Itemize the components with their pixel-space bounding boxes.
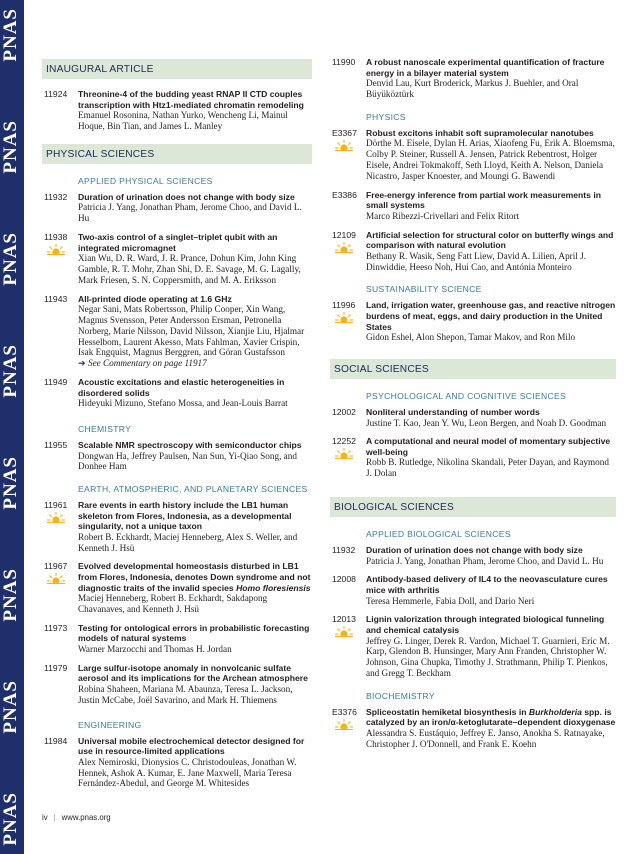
page-number: 11961 [44, 500, 68, 511]
article-authors: Warner Marzocchi and Thomas H. Jordan [78, 644, 232, 655]
section-biological-sciences: BIOLOGICAL SCIENCES [330, 497, 616, 517]
toc-entry[interactable] [330, 230, 616, 273]
article-authors: Marco Ribezzi-Crivellari and Felix Ritort [366, 210, 520, 221]
title-text: Spliceostatin hemiketal biosynthesis in [366, 706, 529, 717]
page-number: 12109 [332, 229, 356, 240]
significance-icon [335, 718, 353, 730]
toc-entry[interactable] [42, 377, 312, 409]
subsection-biochemistry: BIOCHEMISTRY [366, 690, 435, 701]
toc-entry[interactable] [42, 192, 312, 224]
article-authors: Hideyuki Mizuno, Stefano Mossa, and Jean-Louis Barrat [78, 398, 288, 409]
toc-entry[interactable] [330, 407, 616, 428]
article-title[interactable]: Testing for ontological errors in probabilistic forecasting models of natural systems [78, 622, 310, 644]
article-title[interactable]: Large sulfur-isotope anomaly in nonvolcanic sulfate aerosol and its implications for the Archean atmosphere [78, 662, 308, 684]
title-text: spp. is catalyzed by an iron/α-ketoglutarate–dependent dioxygenase [366, 706, 616, 728]
page-number: 12013 [332, 614, 356, 625]
page-number: E3376 [332, 706, 357, 717]
significance-icon [335, 625, 353, 637]
article-authors: Patricia J. Yang, Jonathan Pham, Jerome Choo, and David L. Hu [78, 202, 302, 224]
article-title[interactable]: Nonliteral understanding of number words [366, 406, 540, 417]
page-number: 12002 [332, 406, 356, 417]
article-title[interactable]: Threonine-4 of the budding yeast RNAP II CTD couples transcription with Htz1-mediated chromatin remodeling [78, 89, 304, 110]
toc-entry[interactable] [330, 545, 616, 566]
article-authors: Gidon Eshel, Alon Shepon, Tamar Makov, and Ron Milo [366, 332, 576, 343]
section-social-sciences: SOCIAL SCIENCES [330, 359, 616, 379]
page-number: 11990 [332, 57, 356, 67]
pnas-logo: PNAS [0, 232, 21, 286]
footer-separator: | [53, 813, 56, 822]
article-authors: Jeffrey G. Linger, Derek R. Vardon, Michael T. Guarnieri, Eric M. Karp, Glendon B. Hunsinger, Mary Ann Franden, Christopher W. Johnson, Gina Chupka, Timothy J. Strathmann, Philip T. Pienkos, and Gregg T. Beckham [366, 635, 610, 679]
toc-entry[interactable] [42, 232, 312, 286]
page-number: 12252 [332, 436, 356, 447]
pnas-logo: PNAS [0, 456, 21, 510]
toc-entry[interactable] [42, 294, 312, 369]
page-number: 11932 [44, 191, 68, 202]
subsection-applied-physical: APPLIED PHYSICAL SCIENCES [78, 175, 213, 186]
page-number: 11967 [44, 561, 68, 572]
article-authors: Robina Shaheen, Mariana M. Abaunza, Teresa L. Jackson, Justin McCabe, Joël Savarino, and Mark H. Thiemens [78, 684, 293, 705]
subsection-engineering: ENGINEERING [78, 719, 142, 730]
article-title[interactable]: A computational and neural model of momentary subjective well-being [366, 436, 611, 457]
article-authors: Patricia J. Yang, Jonathan Pham, Jerome Choo, and David L. Hu [366, 555, 604, 566]
toc-entry[interactable] [330, 57, 616, 100]
article-authors: Denvid Lau, Kurt Broderick, Markus J. Buehler, and Oral Büyüköztürk [366, 78, 579, 99]
article-authors: Alessandra S. Eustáquio, Jeffrey E. Janso, Anokha S. Ratnayake, Christopher J. O'Donnell, and Frank E. Koehn [366, 728, 605, 749]
page-number: 11979 [44, 662, 68, 673]
subsection-psychological-cognitive: PSYCHOLOGICAL AND COGNITIVE SCIENCES [366, 390, 567, 401]
page-number: 11973 [44, 622, 68, 633]
article-authors: Robert B. Eckhardt, Maciej Henneberg, Alex S. Weller, and Kenneth J. Hsü [78, 531, 298, 553]
subsection-chemistry: CHEMISTRY [78, 423, 132, 434]
species-name: Homo floresiensis [236, 582, 311, 593]
page-number: 11949 [44, 376, 68, 387]
page-number: 11996 [332, 300, 356, 311]
toc-entry[interactable] [330, 128, 616, 182]
article-title[interactable]: All-printed diode operating at 1.6 GHz [78, 293, 232, 304]
arrow-right-icon: ➔ [78, 358, 88, 369]
article-authors: Dongwan Ha, Jeffrey Paulsen, Nan Sun, Yi-Qiao Song, and Donhee Ham [78, 450, 297, 472]
page-number: E3367 [332, 127, 357, 138]
subsection-physics: PHYSICS [366, 111, 406, 122]
significance-icon [47, 243, 65, 255]
title-text: Evolved developmental homeostasis disturbed in LB1 from Flores, Indonesia, denotes Down syndrome and not diagnostic traits of the invalid species [78, 561, 311, 593]
article-authors: Alex Nemiroski, Dionysios C. Christodouleas, Jonathan W. Hennek, Ashok A. Kumar, E. Jane Maxwell, Maria Teresa Fernández-Abedul, and George M. Whitesides [78, 756, 297, 789]
article-authors: Justine T. Kao, Jean Y. Wu, Leon Bergen, and Noah D. Goodman [366, 417, 607, 428]
pnas-logo: PNAS [0, 792, 21, 846]
toc-entry[interactable] [330, 574, 616, 606]
significance-icon [335, 241, 353, 253]
toc-entry[interactable] [330, 614, 616, 678]
significance-icon [47, 511, 65, 523]
right-column [330, 54, 616, 750]
toc-entry[interactable] [330, 707, 616, 750]
article-title[interactable]: Rare events in earth history include the LB1 human skeleton from Flores, Indonesia, as a developmental singularity, not a unique taxon [78, 500, 292, 532]
significance-icon [335, 311, 353, 323]
article-title[interactable]: Duration of urination does not change with body size [366, 545, 583, 556]
pnas-logo: PNAS [0, 344, 21, 398]
toc-entry[interactable] [42, 663, 312, 706]
significance-icon [335, 139, 353, 151]
subsection-applied-biological: APPLIED BIOLOGICAL SCIENCES [366, 529, 511, 540]
toc-entry[interactable] [330, 436, 616, 479]
article-title[interactable]: Antibody-based delivery of IL4 to the neovasculature cures mice with arthritis [366, 574, 608, 596]
section-inaugural-article: INAUGURAL ARTICLE [42, 59, 312, 79]
article-authors: Teresa Hemmerle, Fabia Doll, and Dario Neri [366, 595, 535, 606]
article-title[interactable]: Acoustic excitations and elastic heterogeneities in disordered solids [78, 376, 285, 398]
article-authors: Robb B. Rutledge, Nikolina Skandali, Peter Dayan, and Raymond J. Dolan [366, 457, 609, 479]
article-title[interactable]: Lignin valorization through integrated biological funneling and chemical catalysis [366, 614, 605, 636]
article-authors: Negar Sani, Mats Robertsson, Philip Cooper, Xin Wang, Magnus Svensson, Peter Andersson Ersman, Petronella Norberg, Marie Nilsson, David Nilsson, Xianjie Liu, Hjalmar Hesselbom, Laurent Akesso, Mats Fahlman, Xavier Crispin, Isak Engquist, Magnus Berggren, and Göran Gustafsson [78, 304, 305, 358]
pnas-logo: PNAS [0, 120, 21, 174]
toc-entry[interactable] [42, 561, 312, 614]
article-title[interactable]: A robust nanoscale experimental quantification of fracture energy in a bilayer material system [366, 57, 605, 78]
page-number: 11955 [44, 439, 68, 450]
article-authors: Xian Wu, D. R. Ward, J. R. Prance, Dohun Kim, John King Gamble, R. T. Mohr, Zhan Shi, D. E. Savage, M. G. Lagally, Mark Friesen, S. N. Coppersmith, and M. A. Eriksson [78, 253, 301, 285]
toc-entry[interactable] [42, 500, 312, 553]
page-number: 11924 [44, 89, 68, 99]
pnas-logo: PNAS [0, 680, 21, 734]
article-title[interactable]: Free-energy inference from partial work measurements in small systems [366, 189, 601, 211]
page-number: 11938 [44, 231, 68, 242]
page-number: E3386 [332, 189, 357, 200]
page-folio: iv [42, 813, 48, 822]
significance-icon [335, 447, 353, 459]
left-column [42, 54, 312, 789]
article-title[interactable]: Land, irrigation water, greenhouse gas, and reactive nitrogen burdens of meat, eggs, and dairy production in the United States [366, 300, 616, 332]
page-footer [42, 813, 111, 822]
section-physical-sciences: PHYSICAL SCIENCES [42, 144, 312, 164]
subsection-earth-atmospheric: EARTH, ATMOSPHERIC, AND PLANETARY SCIENCES [78, 484, 308, 495]
page-number: 11984 [44, 735, 68, 746]
pnas-spine [0, 0, 24, 854]
toc-entry[interactable] [330, 190, 616, 222]
toc-entry[interactable] [42, 440, 312, 472]
article-title[interactable]: Robust excitons inhabit soft supramolecular nanotubes [366, 127, 594, 138]
article-title[interactable] [78, 561, 312, 593]
article-title[interactable]: Artificial selection for structural color on butterfly wings and comparison with natural evolution [366, 229, 614, 251]
journal-url[interactable]: www.pnas.org [61, 813, 111, 822]
page-number: 11932 [332, 545, 356, 556]
article-authors: Dörthe M. Eisele, Dylan H. Arias, Xiaofeng Fu, Erik A. Bloemsma, Colby P. Steiner, Russell A. Jensen, Patrick Rebentrost, Holger Eisele, Andrei Tokmakoff, Seth Lloyd, Keith A. Nelson, Daniela Nicastro, Jasper Knoester, and Moungi G. Bawendi [366, 138, 615, 181]
article-title[interactable] [366, 707, 616, 728]
commentary-link[interactable] [78, 358, 312, 369]
pnas-logo: PNAS [0, 8, 21, 62]
article-authors: Bethany R. Wasik, Seng Fatt Liew, David A. Lilien, April J. Dinwiddie, Heeso Noh, Hui Cao, and Antónia Monteiro [366, 250, 586, 272]
toc-entry[interactable] [42, 623, 312, 655]
page-number: 12008 [332, 574, 356, 585]
page-number: 11943 [44, 293, 68, 304]
article-authors: Emanuel Rosonina, Nathan Yurko, Wencheng Li, Mainul Hoque, Bin Tian, and James L. Manley [78, 110, 288, 131]
toc-entry[interactable] [42, 736, 312, 790]
significance-icon [47, 572, 65, 584]
article-title[interactable]: Scalable NMR spectroscopy with semiconductor chips [78, 439, 302, 450]
pnas-logo: PNAS [0, 568, 21, 622]
article-title[interactable]: Universal mobile electrochemical detector designed for use in resource-limited applications [78, 735, 305, 757]
article-title[interactable]: Duration of urination does not change with body size [78, 191, 295, 202]
toc-entry[interactable] [42, 89, 312, 132]
commentary-text: See Commentary on page 11917 [88, 358, 207, 369]
genus-name: Burkholderia [528, 706, 582, 717]
article-title[interactable]: Two-axis control of a singlet–triplet qubit with an integrated micromagnet [78, 231, 278, 253]
article-authors: Maciej Henneberg, Robert B. Eckhardt, Sakdapong Chavanaves, and Kenneth J. Hsü [78, 593, 268, 615]
subsection-sustainability: SUSTAINABILITY SCIENCE [366, 284, 482, 295]
toc-entry[interactable] [330, 300, 616, 343]
